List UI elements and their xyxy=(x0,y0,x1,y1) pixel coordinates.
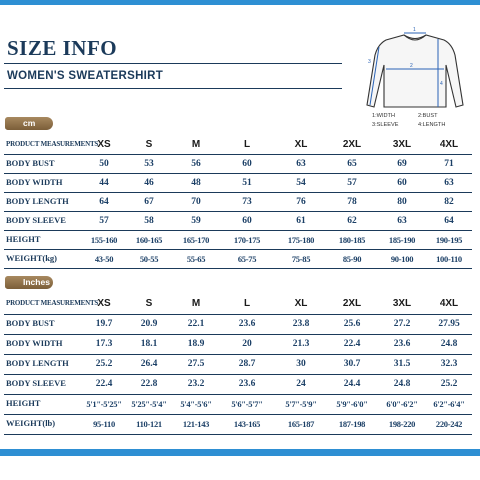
table-cell: 110-121 xyxy=(136,419,162,429)
table-cell: 65 xyxy=(347,159,357,169)
table-cell: 57 xyxy=(99,216,109,226)
table-cell: 70 xyxy=(191,197,201,207)
table-cell: 198-220 xyxy=(388,419,416,429)
size-header: M xyxy=(191,298,201,309)
size-header: L xyxy=(243,298,251,309)
table-cell: 67 xyxy=(144,197,154,207)
table-cell: 18.9 xyxy=(187,339,205,349)
table-cell: 27.2 xyxy=(393,319,411,329)
table-cell: 5'4"-5'6" xyxy=(180,399,212,409)
size-header: XL xyxy=(294,139,308,150)
table-cell: 76 xyxy=(296,197,306,207)
table-cell: 27.95 xyxy=(438,319,460,329)
table-cell: 190-195 xyxy=(435,235,463,245)
bottom-accent-bar xyxy=(0,449,480,456)
header-label: PRODUCT MEASUREMENTS xyxy=(6,140,99,148)
svg-text:1: 1 xyxy=(413,27,416,33)
row-label: BODY BUST xyxy=(6,158,55,168)
table-row xyxy=(4,314,472,335)
subtitle-divider xyxy=(4,88,342,89)
table-cell: 165-170 xyxy=(182,235,210,245)
table-cell: 57 xyxy=(347,178,357,188)
table-cell: 60 xyxy=(397,178,407,188)
table-cell: 165-187 xyxy=(287,419,315,429)
row-label: BODY BUST xyxy=(6,318,55,328)
row-label: BODY LENGTH xyxy=(6,358,69,368)
row-label: HEIGHT xyxy=(6,398,41,408)
legend-bust: 2:BUST xyxy=(418,113,438,119)
table-row xyxy=(4,414,472,435)
table-cell: 155-160 xyxy=(90,235,118,245)
table-cell: 20.9 xyxy=(140,319,158,329)
row-label: BODY LENGTH xyxy=(6,196,69,206)
table-row xyxy=(4,334,472,355)
table-cell: 95-110 xyxy=(93,419,115,429)
svg-text:2: 2 xyxy=(410,63,413,69)
size-header: 2XL xyxy=(342,139,362,150)
table-cell: 25.6 xyxy=(343,319,361,329)
header-label: PRODUCT MEASUREMENTS xyxy=(6,299,99,307)
table-cell: 5'6"-5'7" xyxy=(231,399,263,409)
table-cell: 175-180 xyxy=(287,235,315,245)
table-cell: 160-165 xyxy=(135,235,163,245)
table-cell: 180-185 xyxy=(338,235,366,245)
table-cell: 60 xyxy=(242,159,252,169)
size-header: XS xyxy=(97,298,111,309)
size-header: XS xyxy=(97,139,111,150)
sweatshirt-measurement-diagram xyxy=(360,25,470,133)
size-header: M xyxy=(191,139,201,150)
sweatshirt-icon xyxy=(360,25,470,111)
size-header: 3XL xyxy=(392,139,412,150)
row-label: HEIGHT xyxy=(6,234,41,244)
table-cell: 27.5 xyxy=(187,359,205,369)
table-row xyxy=(4,374,472,395)
table-cell: 53 xyxy=(144,159,154,169)
table-cell: 60 xyxy=(242,216,252,226)
table-cell: 20 xyxy=(242,339,252,349)
table-cell: 63 xyxy=(444,178,454,188)
title-divider xyxy=(4,63,342,64)
table-cell: 185-190 xyxy=(388,235,416,245)
table-cell: 23.6 xyxy=(238,379,256,389)
table-cell: 50 xyxy=(99,159,109,169)
table-cell: 62 xyxy=(347,216,357,226)
table-row xyxy=(4,154,472,174)
table-row xyxy=(4,173,472,193)
table-cell: 22.8 xyxy=(140,379,158,389)
table-cell: 25.2 xyxy=(440,379,458,389)
page-title: SIZE INFO xyxy=(7,36,118,60)
table-cell: 56 xyxy=(191,159,201,169)
table-row xyxy=(4,394,472,415)
row-label: BODY WIDTH xyxy=(6,177,63,187)
table-cell: 24.8 xyxy=(393,379,411,389)
table-cell: 65-75 xyxy=(237,254,257,264)
table-row xyxy=(4,354,472,375)
svg-text:4: 4 xyxy=(440,81,443,87)
legend-width: 1:WIDTH xyxy=(372,113,395,119)
table-cell: 187-198 xyxy=(338,419,366,429)
table-cell: 43-50 xyxy=(94,254,114,264)
row-label: BODY SLEEVE xyxy=(6,378,66,388)
size-header: 2XL xyxy=(342,298,362,309)
table-cell: 23.6 xyxy=(238,319,256,329)
table-cell: 31.5 xyxy=(393,359,411,369)
table-cell: 23.8 xyxy=(292,319,310,329)
table-cell: 58 xyxy=(144,216,154,226)
table-cell: 30 xyxy=(296,359,306,369)
table-row xyxy=(4,211,472,231)
table-cell: 24 xyxy=(296,379,306,389)
table-cell: 61 xyxy=(296,216,306,226)
table-cell: 19.7 xyxy=(95,319,113,329)
table-cell: 46 xyxy=(144,178,154,188)
table-cell: 64 xyxy=(99,197,109,207)
table-cell: 170-175 xyxy=(233,235,261,245)
table-cell: 121-143 xyxy=(182,419,210,429)
table-cell: 22.4 xyxy=(95,379,113,389)
size-header: 4XL xyxy=(439,298,459,309)
table-cell: 24.4 xyxy=(343,379,361,389)
table-cell: 26.4 xyxy=(140,359,158,369)
size-header: S xyxy=(145,139,153,150)
table-cell: 59 xyxy=(191,216,201,226)
legend-length: 4:LENGTH xyxy=(418,122,446,128)
row-label: BODY SLEEVE xyxy=(6,215,66,225)
table-cell: 25.2 xyxy=(95,359,113,369)
table-cell: 220-242 xyxy=(435,419,463,429)
table-row xyxy=(4,230,472,250)
table-cell: 21.3 xyxy=(292,339,310,349)
legend-sleeve: 3:SLEEVE xyxy=(372,122,399,128)
svg-text:3: 3 xyxy=(368,59,371,65)
size-header: 3XL xyxy=(392,298,412,309)
table-row xyxy=(4,249,472,269)
table-cell: 44 xyxy=(99,178,109,188)
table-cell: 73 xyxy=(242,197,252,207)
row-label: WEIGHT(lb) xyxy=(6,418,56,428)
table-cell: 50-55 xyxy=(139,254,159,264)
table-cell: 23.2 xyxy=(187,379,205,389)
table-cell: 17.3 xyxy=(95,339,113,349)
table-cell: 100-110 xyxy=(436,254,462,264)
table-cell: 85-90 xyxy=(342,254,362,264)
table-cell: 63 xyxy=(296,159,306,169)
size-header: L xyxy=(243,139,251,150)
table-cell: 48 xyxy=(191,178,201,188)
table-cell: 5'25"-5'4" xyxy=(131,399,167,409)
table-cell: 143-165 xyxy=(233,419,261,429)
table-cell: 22.4 xyxy=(343,339,361,349)
table-cell: 82 xyxy=(444,197,454,207)
size-header: 4XL xyxy=(439,139,459,150)
table-cell: 55-65 xyxy=(186,254,206,264)
table-cell: 5'1"-5'25" xyxy=(86,399,122,409)
table-header-row xyxy=(4,294,472,315)
table-cell: 71 xyxy=(444,159,454,169)
table-cell: 24.8 xyxy=(440,339,458,349)
table-cell: 51 xyxy=(242,178,252,188)
row-label: BODY WIDTH xyxy=(6,338,63,348)
table-header-row xyxy=(4,135,472,155)
table-cell: 69 xyxy=(397,159,407,169)
table-cell: 90-100 xyxy=(390,254,414,264)
table-cell: 32.3 xyxy=(440,359,458,369)
table-cell: 5'7"-5'9" xyxy=(285,399,317,409)
table-cell: 22.1 xyxy=(187,319,205,329)
table-cell: 80 xyxy=(397,197,407,207)
table-cell: 28.7 xyxy=(238,359,256,369)
table-row xyxy=(4,192,472,212)
size-header: XL xyxy=(294,298,308,309)
unit-tab-cm: cm xyxy=(5,117,53,130)
table-cell: 18.1 xyxy=(140,339,158,349)
table-cell: 54 xyxy=(296,178,306,188)
table-cell: 6'0"-6'2" xyxy=(386,399,418,409)
unit-tab-inches: Inches xyxy=(5,276,53,289)
table-cell: 6'2"-6'4" xyxy=(433,399,465,409)
table-cell: 63 xyxy=(397,216,407,226)
page-subtitle: WOMEN'S SWEATERSHIRT xyxy=(7,70,164,82)
table-cell: 78 xyxy=(347,197,357,207)
size-header: S xyxy=(145,298,153,309)
table-cell: 23.6 xyxy=(393,339,411,349)
table-cell: 64 xyxy=(444,216,454,226)
row-label: WEIGHT(kg) xyxy=(6,253,58,263)
top-accent-bar xyxy=(0,0,480,5)
table-cell: 30.7 xyxy=(343,359,361,369)
table-cell: 75-85 xyxy=(291,254,311,264)
table-cell: 5'9"-6'0" xyxy=(336,399,368,409)
